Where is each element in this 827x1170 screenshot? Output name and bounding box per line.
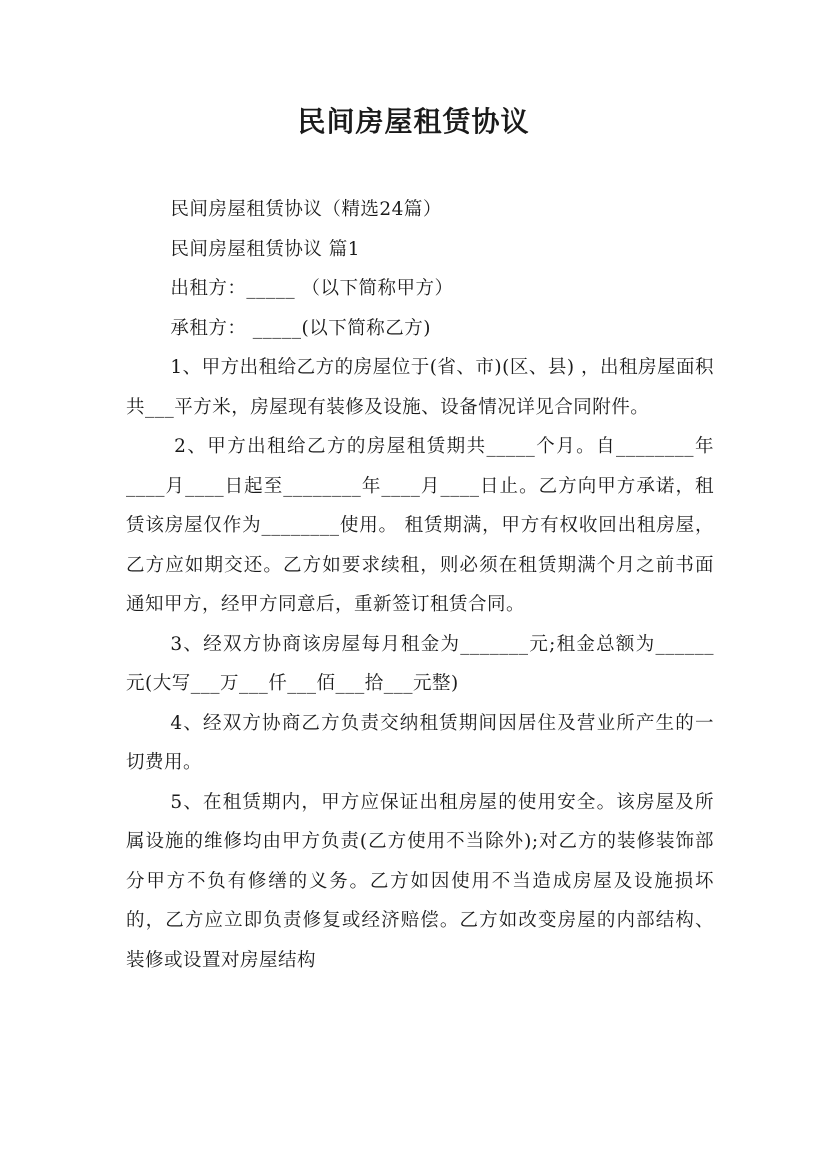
paragraph-clause-3: 3、经双方协商该房屋每月租金为_______元;租金总额为______元(大写___万___仟___佰___拾___元整) bbox=[126, 633, 714, 694]
document-body bbox=[126, 190, 714, 980]
paragraph-clause-2: 2、甲方出租给乙方的房屋租赁期共_____个月。自________年____月____日起至________年____月____日止。乙方向甲方承诺，租赁该房屋仅作为________使用。 租赁期满，甲方有权收回出租房屋，乙方应如期交还。乙方如要求续租，则必须在租赁期满个月之前书面通知甲方，经甲方同意后，重新签订租赁合同。 bbox=[126, 436, 714, 615]
paragraph-subtitle: 民间房屋租赁协议（精选24篇） bbox=[170, 199, 442, 220]
paragraph-clause-1: 1、甲方出租给乙方的房屋位于(省、市)(区、县) ，出租房屋面积共___平方米，房屋现有装修及设施、设备情况详见合同附件。 bbox=[126, 357, 714, 418]
paragraph-section-heading: 民间房屋租赁协议 篇1 bbox=[170, 238, 361, 260]
paragraph-lessor: 出租方：_____ （以下简称甲方） bbox=[170, 278, 454, 299]
paragraph-clause-4: 4、经双方协商乙方负责交纳租赁期间因居住及营业所产生的一切费用。 bbox=[126, 712, 714, 773]
document-title: 民间房屋租赁协议 bbox=[297, 105, 530, 138]
paragraph-lessee: 承租方： _____(以下简称乙方) bbox=[170, 317, 431, 339]
paragraph-clause-5: 5、在租赁期内，甲方应保证出租房屋的使用安全。该房屋及所属设施的维修均由甲方负责(乙方使用不当除外);对乙方的装修装饰部分甲方不负有修缮的义务。乙方如因使用不当造成房屋及设施损坏的，乙方应立即负责修复或经济赔偿。乙方如改变房屋的内部结构、装修或设置对房屋结构 bbox=[126, 791, 714, 971]
